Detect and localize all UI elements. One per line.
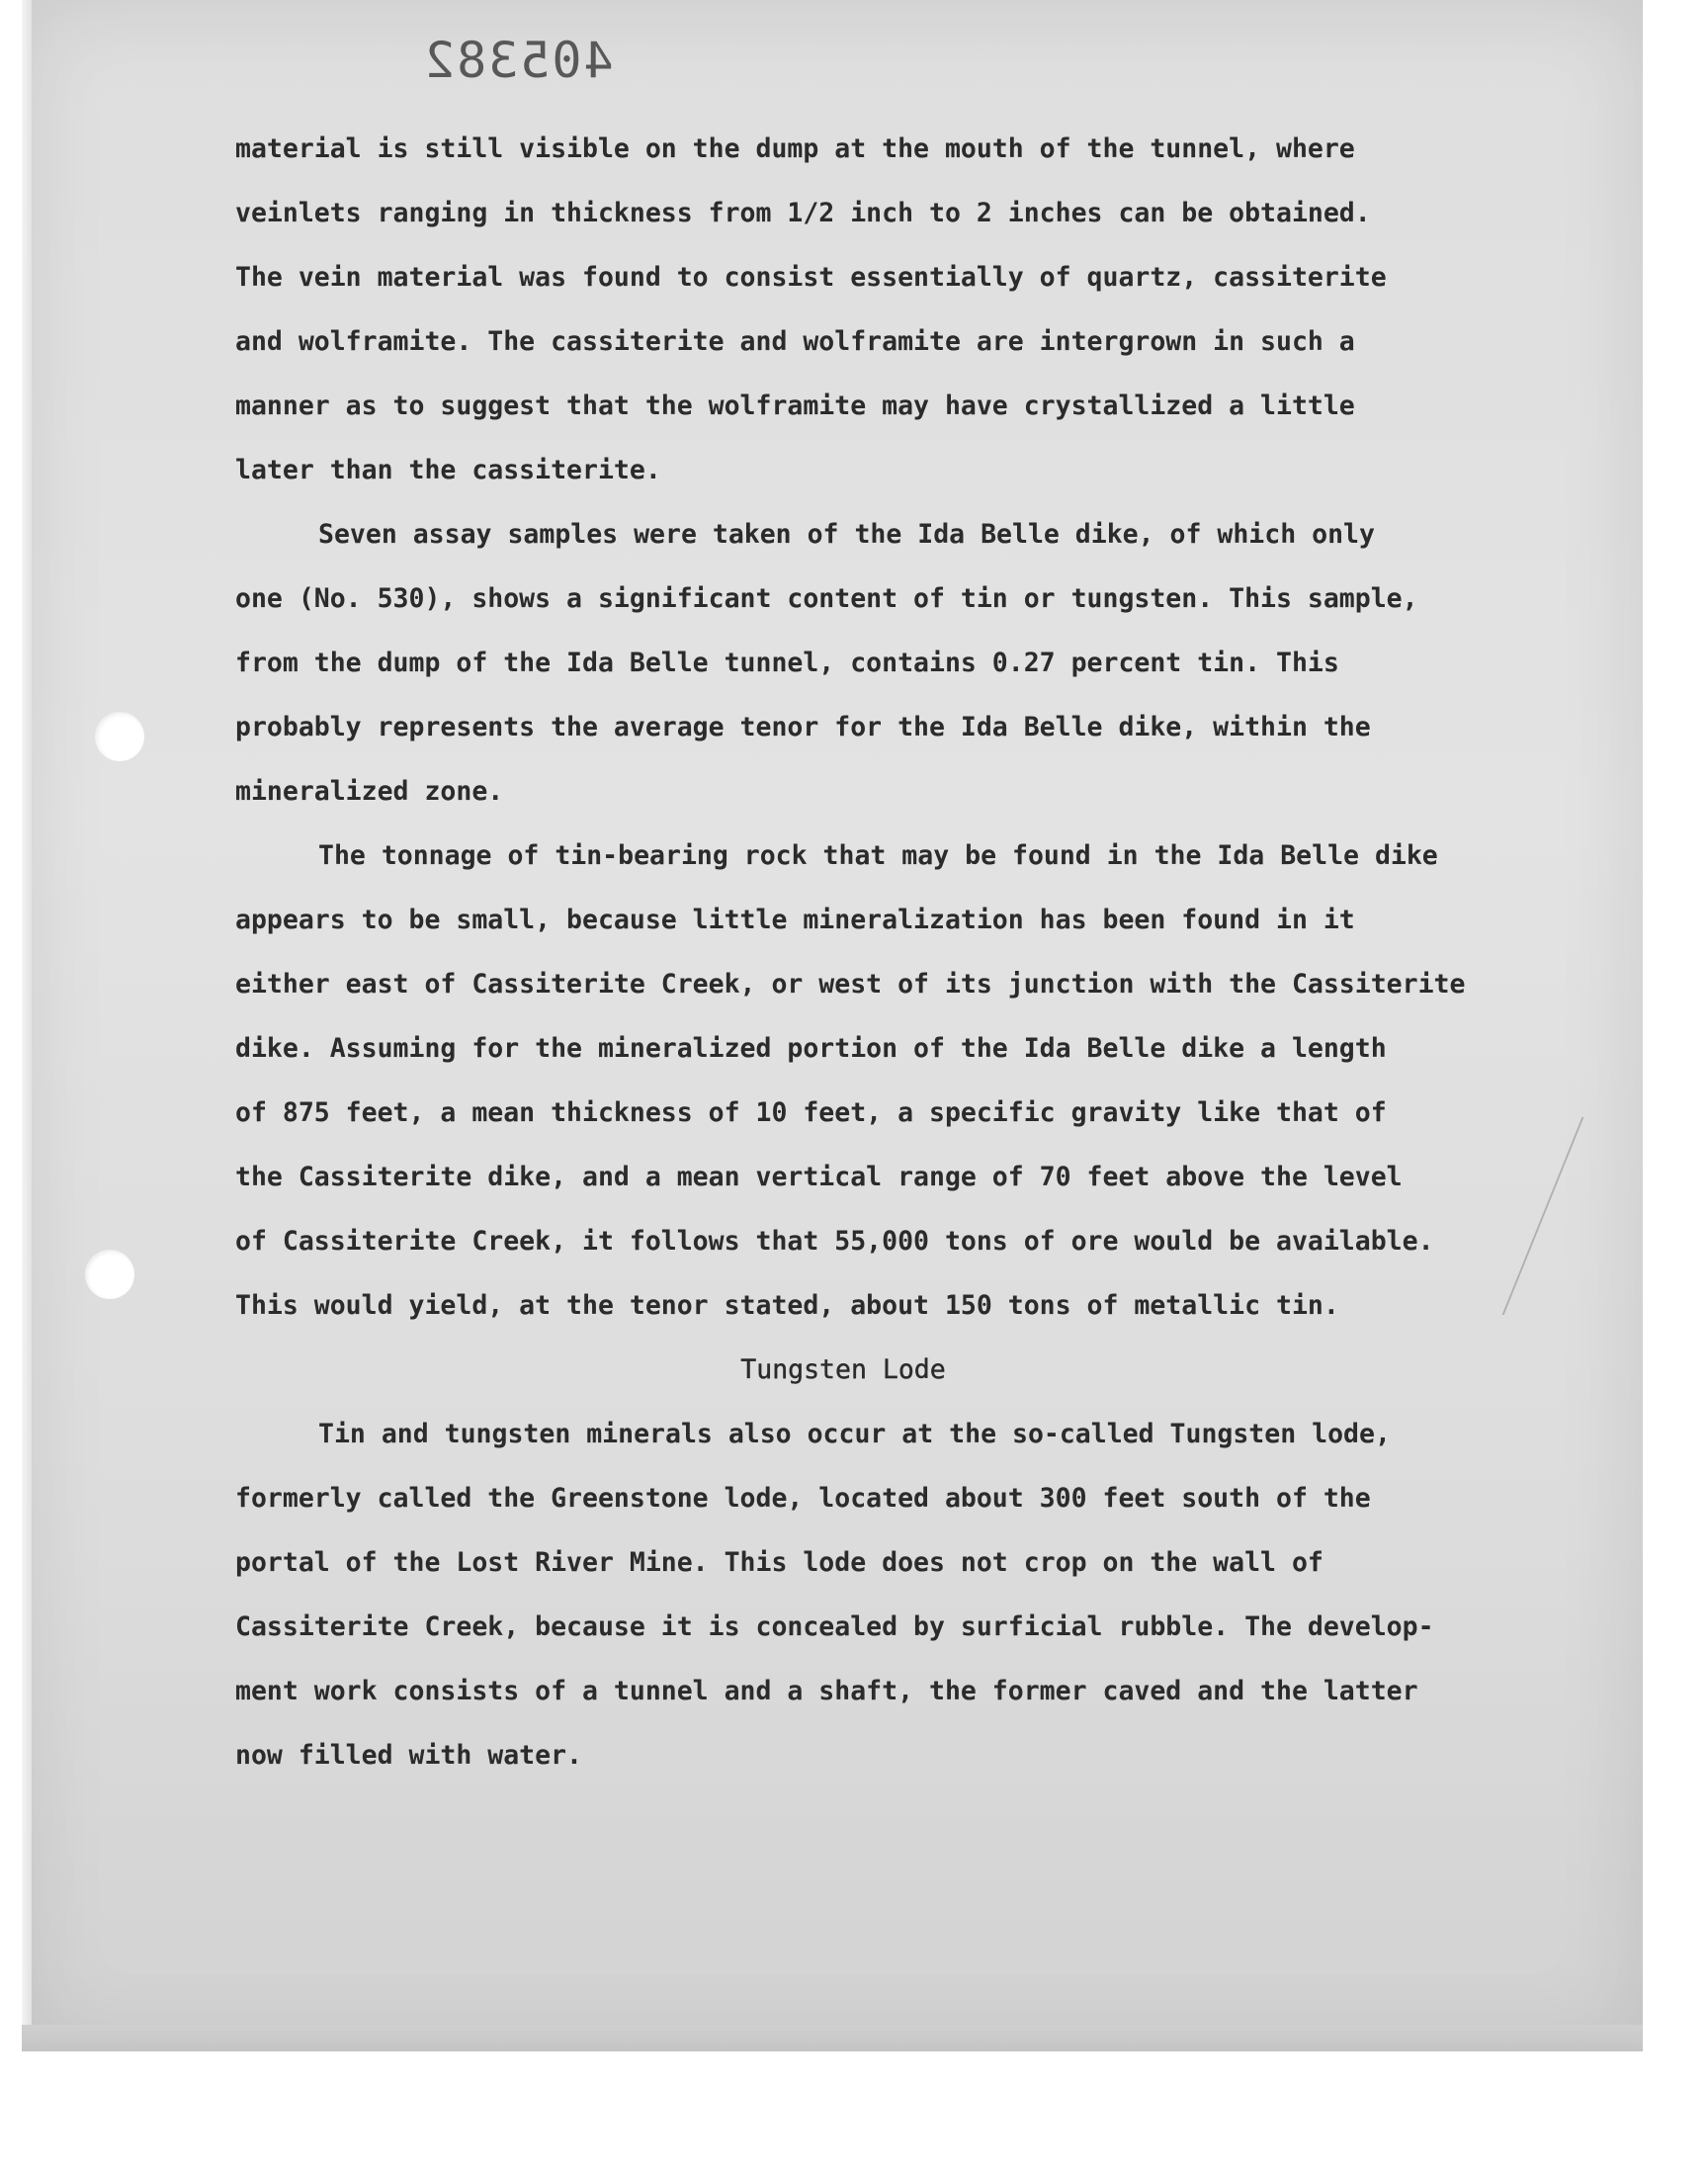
body-line: The vein material was found to consist essentially of quartz, cassiterite [235, 262, 1387, 293]
body-line: Tin and tungsten minerals also occur at the so-called Tungsten lode, [318, 1419, 1391, 1449]
section-heading: Tungsten Lode [740, 1354, 946, 1385]
punch-hole [85, 1250, 134, 1299]
body-line: from the dump of the Ida Belle tunnel, contains 0.27 percent tin. This [235, 648, 1339, 678]
body-line: of Cassiterite Creek, it follows that 55,000 tons of ore would be available. [235, 1226, 1434, 1257]
body-line: The tonnage of tin-bearing rock that may be found in the Ida Belle dike [318, 840, 1438, 871]
body-line: the Cassiterite dike, and a mean vertical range of 70 feet above the level [235, 1162, 1403, 1192]
body-line: Cassiterite Creek, because it is concealed by surficial rubble. The develop- [235, 1611, 1434, 1642]
document-stamp-number: 405382 [423, 32, 614, 89]
body-line: probably represents the average tenor for the Ida Belle dike, within the [235, 712, 1371, 742]
body-line: of 875 feet, a mean thickness of 10 feet, a specific gravity like that of [235, 1097, 1387, 1128]
document-body [235, 117, 1560, 1787]
body-line: portal of the Lost River Mine. This lode does not crop on the wall of [235, 1547, 1324, 1578]
body-line: manner as to suggest that the wolframite may have crystallized a little [235, 391, 1355, 421]
page-edge [22, 0, 32, 2051]
body-line: now filled with water. [235, 1740, 582, 1771]
body-line: dike. Assuming for the mineralized portion of the Ida Belle dike a length [235, 1033, 1387, 1064]
body-line: mineralized zone. [235, 776, 504, 807]
body-line: formerly called the Greenstone lode, located about 300 feet south of the [235, 1483, 1371, 1514]
punch-hole [95, 712, 144, 761]
page-bottom-edge [22, 2025, 1643, 2051]
body-line: material is still visible on the dump at the mouth of the tunnel, where [235, 133, 1355, 164]
body-line: later than the cassiterite. [235, 455, 661, 485]
body-line: veinlets ranging in thickness from 1/2 inch to 2 inches can be obtained. [235, 198, 1371, 228]
body-line: ment work consists of a tunnel and a shaft, the former caved and the latter [235, 1676, 1418, 1706]
body-line: either east of Cassiterite Creek, or west of its junction with the Cassiterite [235, 969, 1466, 1000]
body-line: This would yield, at the tenor stated, about 150 tons of metallic tin. [235, 1290, 1339, 1321]
body-line: and wolframite. The cassiterite and wolframite are intergrown in such a [235, 326, 1355, 357]
body-line: one (No. 530), shows a significant content of tin or tungsten. This sample, [235, 583, 1418, 614]
body-line: Seven assay samples were taken of the Ida Belle dike, of which only [318, 519, 1375, 550]
body-line: appears to be small, because little mineralization has been found in it [235, 905, 1355, 935]
